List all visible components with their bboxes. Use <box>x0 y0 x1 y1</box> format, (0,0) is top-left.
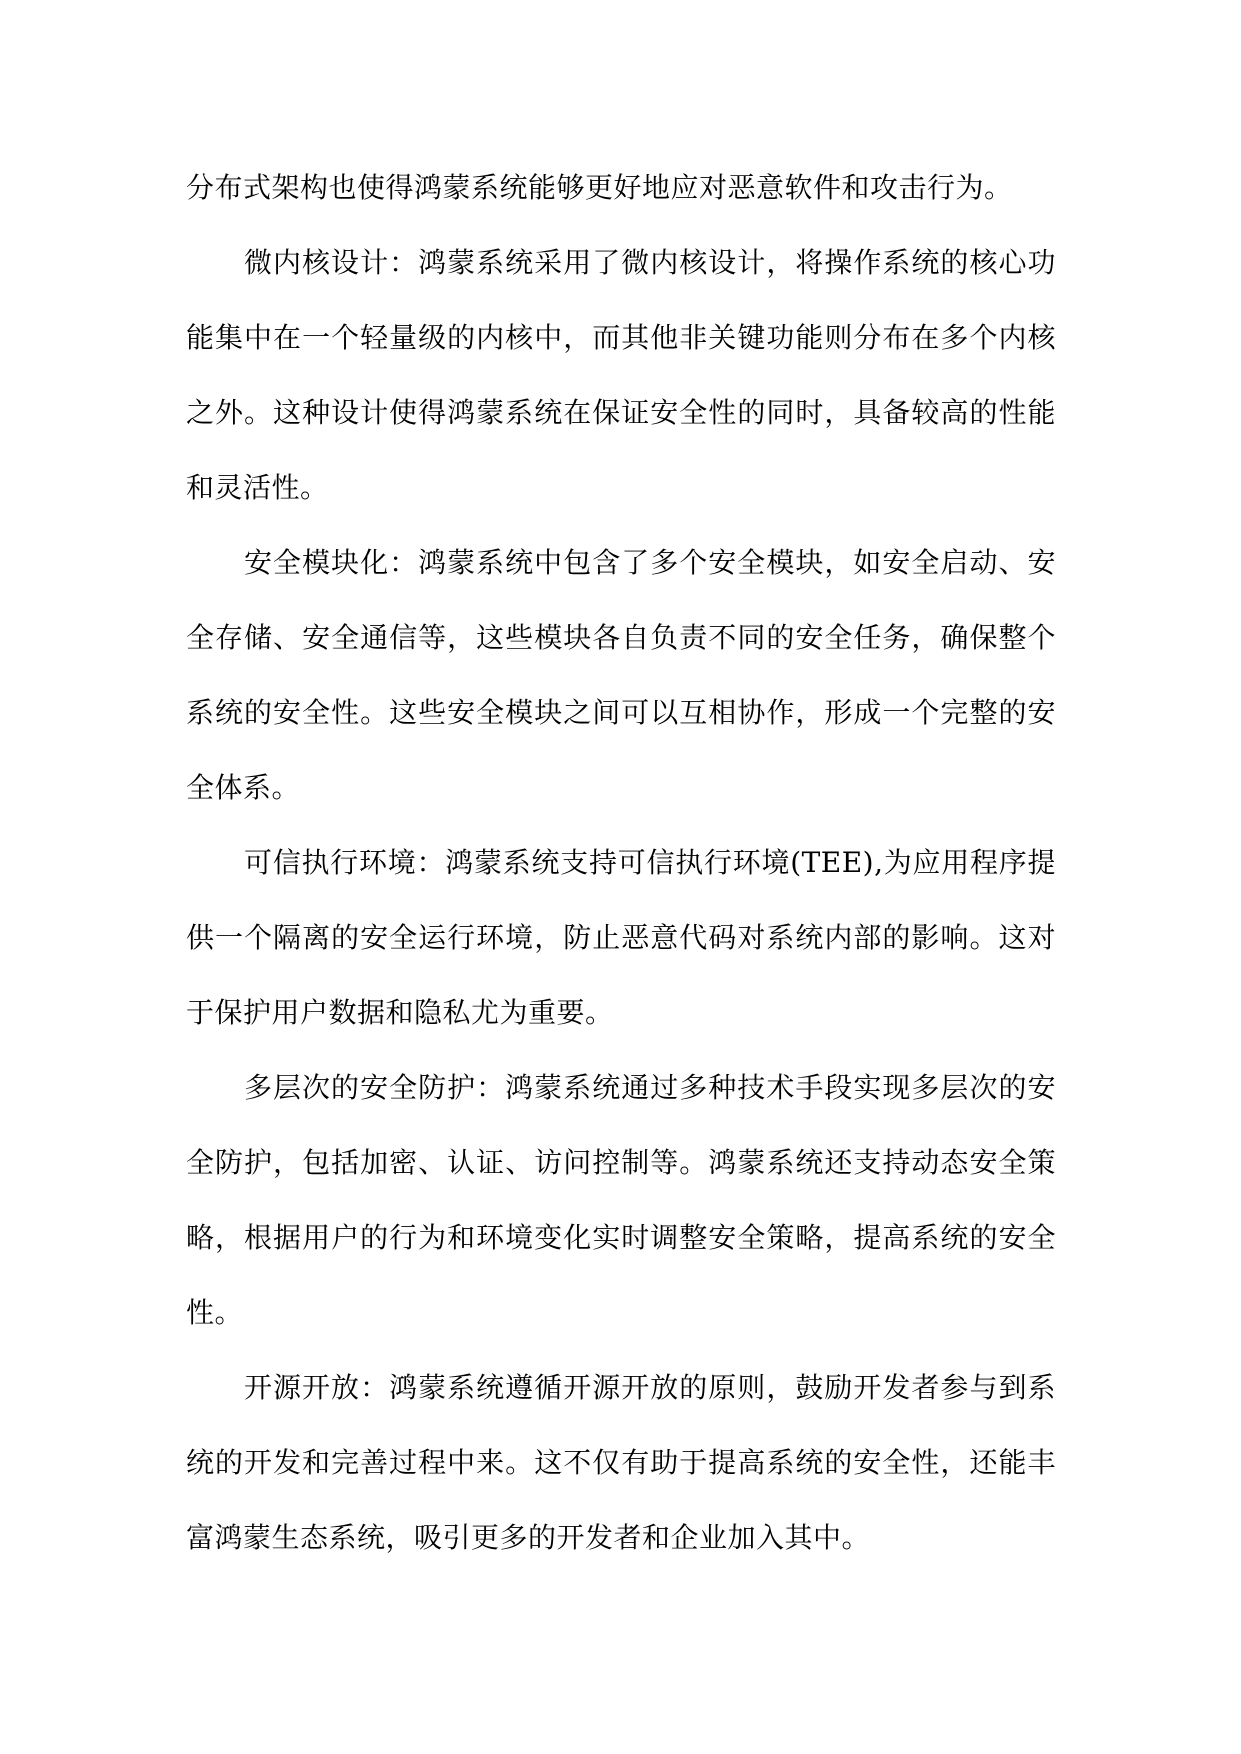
paragraph-trusted-execution-environment: 可信执行环境：鸿蒙系统支持可信执行环境(TEE),为应用程序提供一个隔离的安全运行环境，防止恶意代码对系统内部的影响。这对于保护用户数据和隐私尤为重要。 <box>186 846 1056 1029</box>
document-body <box>186 150 1056 1575</box>
paragraph-continuation: 分布式架构也使得鸿蒙系统能够更好地应对恶意软件和攻击行为。 <box>186 171 1013 204</box>
paragraph-security-modularization: 安全模块化：鸿蒙系统中包含了多个安全模块，如安全启动、安全存储、安全通信等，这些模块各自负责不同的安全任务，确保整个系统的安全性。这些安全模块之间可以互相协作，形成一个完整的安全体系。 <box>186 546 1056 804</box>
paragraph-open-source: 开源开放：鸿蒙系统遵循开源开放的原则，鼓励开发者参与到系统的开发和完善过程中来。这不仅有助于提高系统的安全性，还能丰富鸿蒙生态系统，吸引更多的开发者和企业加入其中。 <box>186 1371 1056 1554</box>
paragraph-microkernel-design: 微内核设计：鸿蒙系统采用了微内核设计，将操作系统的核心功能集中在一个轻量级的内核中，而其他非关键功能则分布在多个内核之外。这种设计使得鸿蒙系统在保证安全性的同时，具备较高的性能和灵活性。 <box>186 246 1056 504</box>
paragraph-multi-layer-protection: 多层次的安全防护：鸿蒙系统通过多种技术手段实现多层次的安全防护，包括加密、认证、访问控制等。鸿蒙系统还支持动态安全策略，根据用户的行为和环境变化实时调整安全策略，提高系统的安全性。 <box>186 1071 1056 1329</box>
